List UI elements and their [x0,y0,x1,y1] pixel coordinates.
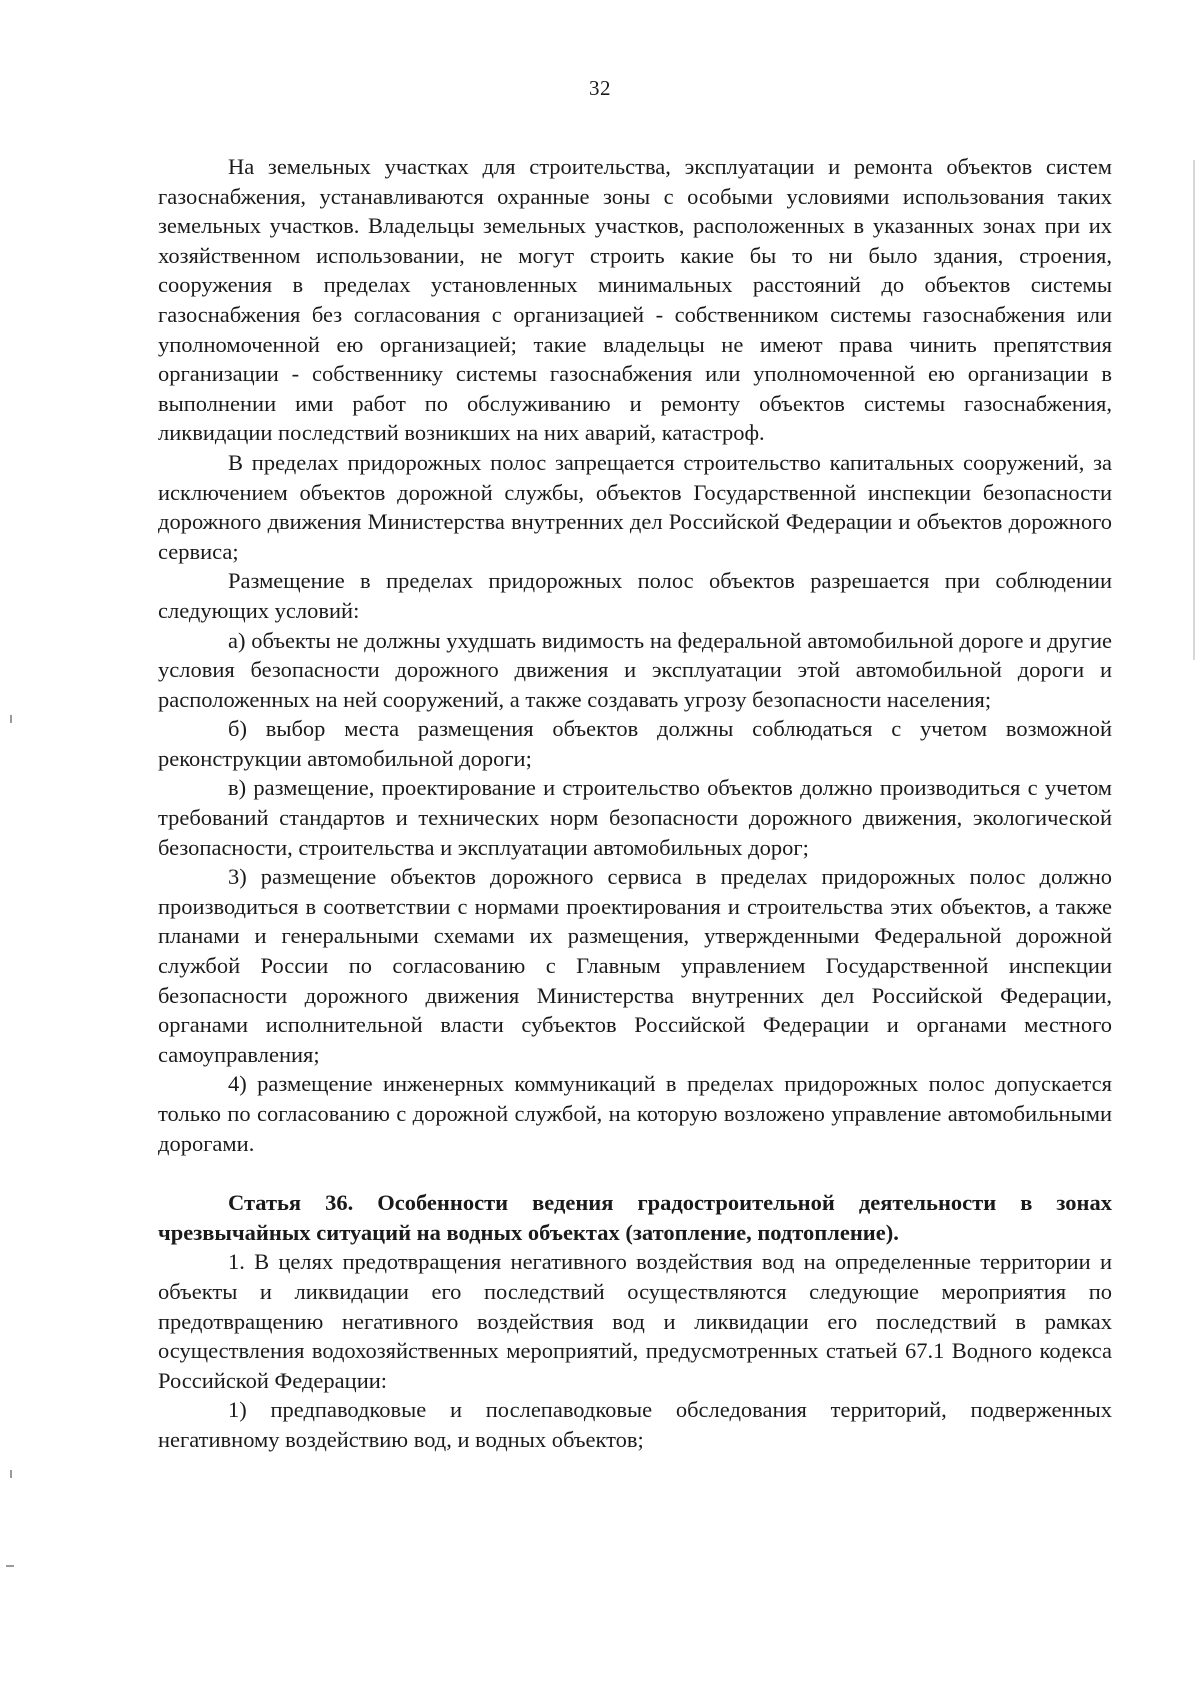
scan-mark-left-1 [10,715,12,723]
paragraph-condition-b: б) выбор места размещения объектов должны соблюдаться с учетом возможной реконструкции автомобильной дороги; [158,716,1112,771]
paragraph-article-36-item-1: 1) предпаводковые и послепаводковые обследования территорий, подверженных негативному воздействию вод, и водных объектов; [158,1397,1112,1452]
page-number: 32 [589,76,611,100]
paragraph-gas-supply-zones: На земельных участках для строительства, эксплуатации и ремонта объектов систем газоснабжения, устанавливаются охранные зоны с особыми условиями использования таких земельных участков. Владельцы земельных участков, расположенных в указанных зонах при их хозяйственном использовании, не могут строить какие бы то ни было здания, строения, сооружения в пределах установленных минимальных расстояний до объектов системы газоснабжения без согласования с организацией - собственником системы газоснабжения или уполномоченной ею организацией; такие владельцы не имеют права чинить препятствия организации - собственнику системы газоснабжения или уполномоченной ею организации в выполнении ими работ по обслуживанию и ремонту объектов системы газоснабжения, ликвидации последствий возникших на них аварий, катастроф. [158,154,1112,446]
article-36-heading: Статья 36. Особенности ведения градостроительной деятельности в зонах чрезвычайных ситуаций на водных объектах (затопление, подтопление). [158,1190,1112,1245]
scan-mark-left-2 [10,1470,12,1478]
paragraph-article-36-clause-1: 1. В целях предотвращения негативного воздействия вод на определенные территории и объекты и ликвидации его последствий осуществляются следующие мероприятия по предотвращению негативного воздействия вод и ликвидации его последствий в рамках осуществления водохозяйственных мероприятий, предусмотренных статьей 67.1 Водного кодекса Российской Федерации: [158,1249,1112,1393]
paragraph-condition-v: в) размещение, проектирование и строительство объектов должно производиться с учетом требований стандартов и технических норм безопасности дорожного движения, экологической безопасности, строительства и эксплуатации автомобильных дорог; [158,775,1112,860]
paragraph-placement-conditions: Размещение в пределах придорожных полос объектов разрешается при соблюдении следующих условий: [158,568,1112,623]
paragraph-item-4: 4) размещение инженерных коммуникаций в пределах придорожных полос допускается только по согласованию с дорожной службой, на которую возложено управление автомобильными дорогами. [158,1071,1112,1156]
scan-mark-left-3 [6,1565,14,1567]
document-body [158,152,1112,1455]
paragraph-condition-a: а) объекты не должны ухудшать видимость на федеральной автомобильной дороге и другие условия безопасности дорожного движения и эксплуатации этой автомобильной дороги и расположенных на ней сооружений, а также создавать угрозу безопасности населения; [158,627,1112,712]
paragraph-roadside-restriction: В пределах придорожных полос запрещается строительство капитальных сооружений, за исключением объектов дорожной службы, объектов Государственной инспекции безопасности дорожного движения Министерства внутренних дел Российской Федерации и объектов дорожного сервиса; [158,449,1112,564]
paragraph-item-3: 3) размещение объектов дорожного сервиса в пределах придорожных полос должно производиться в соответствии с нормами проектирования и строительства этих объектов, а также планами и генеральными схемами их размещения, утвержденными Федеральной дорожной службой России по согласованию с Главным управлением Государственной инспекции безопасности дорожного движения Министерства внутренних дел Российской Федерации, органами исполнительной власти субъектов Российской Федерации и органами местного самоуправления; [158,864,1112,1067]
scan-mark-right-edge [1193,160,1195,660]
